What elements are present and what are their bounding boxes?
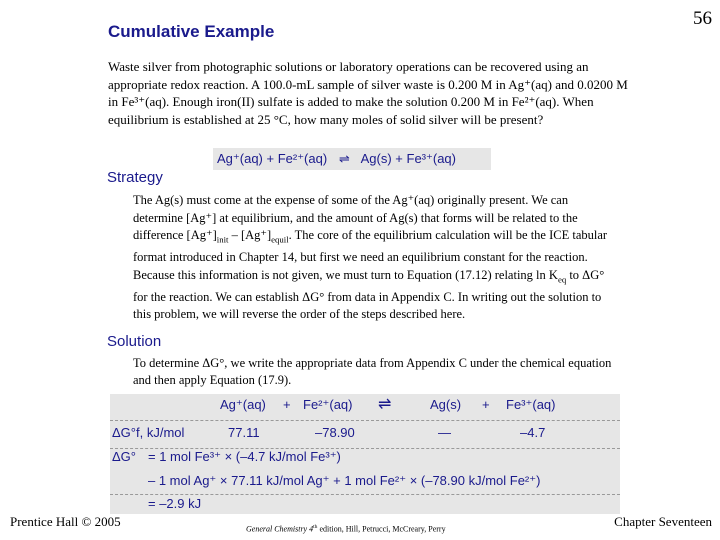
cell-plus-2: + [482, 397, 490, 412]
book-title: General Chemistry 4 [246, 524, 314, 534]
book-authors: edition, Hill, Petrucci, McCreary, Perry [317, 524, 446, 534]
dg-expression-1: = 1 mol Fe³⁺ × (–4.7 kJ/mol Fe³⁺) [148, 449, 341, 464]
equilibrium-arrow-icon: ⇌ [338, 151, 350, 166]
strategy-part-2: . The core of the equilibrium calculation will be the ICE tabular format introduced in Chapter 14, but first we need an equilibrium constant for the reaction. Because this information is not given, we must turn to Equation (17.12) relating ln K [133, 228, 608, 282]
dg-expression-2: – 1 mol Ag⁺ × 77.11 kJ/mol Ag⁺ + 1 mol Fe²⁺ × (–78.90 kJ/mol Fe²⁺) [148, 473, 541, 488]
subscript-init: init [216, 234, 229, 245]
gf-ag-solid-value: — [438, 425, 451, 440]
footer-book-citation [246, 524, 446, 534]
edition-superscript: th [313, 524, 318, 530]
strategy-heading: Strategy [107, 169, 163, 186]
slide-title: Cumulative Example [108, 22, 275, 41]
table-gf-row [110, 422, 620, 444]
solution-heading: Solution [107, 333, 162, 350]
strategy-part-1: The Ag(s) must come at the expense of some of the Ag⁺(aq) originally present. We can determine [Ag⁺] at equilibrium, and the amount of Ag(s) that forms will be related to the difference [Ag⁺] [133, 193, 578, 242]
subscript-eq: eq [557, 274, 567, 284]
equation-lhs: Ag⁺(aq) + Fe²⁺(aq) [217, 151, 328, 166]
dg-row-2 [110, 470, 620, 492]
page-number: 56 [693, 8, 712, 29]
dg-result: = –2.9 kJ [148, 496, 202, 511]
table-arrow-icon: ⇌ [378, 396, 392, 413]
equation-rhs: Ag(s) + Fe³⁺(aq) [360, 151, 456, 166]
dg-label: ΔG° [112, 449, 136, 464]
reaction-equation [213, 148, 491, 170]
gf-ag-value: 77.11 [228, 425, 260, 440]
table-equation-row [110, 394, 620, 416]
footer-publisher: Prentice Hall © 2005 [10, 514, 121, 529]
solution-text: To determine ΔG°, we write the appropriate data from Appendix C under the chemical equation and then apply Equation (17.9). [133, 356, 612, 387]
gf-fe3-value: –4.7 [520, 425, 546, 440]
cell-plus-1: + [283, 397, 291, 412]
calculation-panel [110, 394, 620, 514]
problem-statement: Waste silver from photographic solutions or laboratory operations can be recovered using an appropriate redox reaction. A 100.0-mL sample of silver waste is 0.200 M in Ag⁺(aq) and 0.0200 M in Fe³⁺(aq). Enough iron(II) sulfate is added to make the solution 0.200 M in Fe²⁺(aq). When equilibrium is established at 25 °C, how many moles of solid silver will be present? [108, 59, 628, 127]
strategy-part-3: to ΔG° for the reaction. We can establish ΔG° from data in Appendix C. In writing out the solution to this problem, we will reverse the order of the steps described here. [133, 267, 605, 321]
cell-ag-ion: Ag⁺(aq) [220, 397, 266, 412]
dg-row-3 [110, 493, 620, 515]
strategy-minus: – [Ag⁺] [228, 228, 272, 242]
strategy-text [133, 192, 618, 324]
dg-row-1 [110, 446, 620, 468]
divider [110, 420, 620, 421]
cell-fe3-ion: Fe³⁺(aq) [506, 397, 556, 412]
subscript-equil: equil [271, 234, 289, 245]
gf-label: ΔG°f, kJ/mol [112, 425, 185, 440]
gf-fe2-value: –78.90 [315, 425, 355, 440]
footer-chapter: Chapter Seventeen [614, 514, 712, 529]
cell-fe2-ion: Fe²⁺(aq) [303, 397, 353, 412]
cell-ag-solid: Ag(s) [430, 397, 462, 412]
